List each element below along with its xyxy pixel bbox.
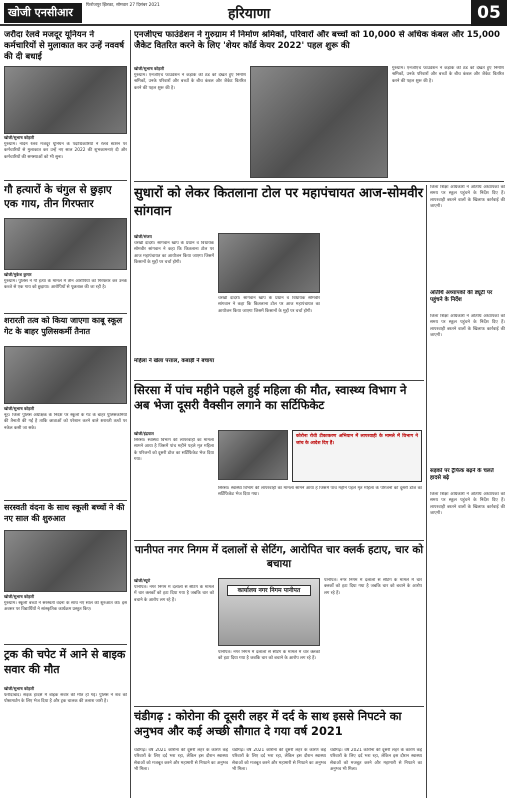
divider: [134, 380, 424, 381]
sirsa-headline: सिरसा में पांच महीने पहले हुई महिला की मौत, स्वास्थ्य विभाग ने अब भेजा दूसरी वैक्सीन लगाने का सर्टिफिकेट: [134, 383, 407, 412]
story5-body: फरीदाबाद। सड़क हादसे में बाइक सवार की मौत हो गई। पुलिस ने शव को पोस्टमार्टम के लिए भेज दिया है और ट्रक चालक की तलाश जारी है।: [4, 693, 127, 705]
story4-body: गुरुग्राम। स्कूली बच्चों ने सरस्वती वंदना के साथ नए साल की शुरुआत की। इस अवसर पर विद्यार्थियों ने सांस्कृतिक कार्यक्रम प्रस्तुत किए।: [4, 601, 127, 613]
story3-headline: शरारती तत्व को किया जाएगा काबू स्कूल गेट के बाहर पुलिसकर्मी तैनात: [4, 316, 123, 336]
sirsa-headline-box: [134, 383, 424, 427]
sidebar-body: जिला शिक्षा अधिकारी ने अतिथि अध्यापकों को समय पर स्कूल पहुंचने के निर्देश दिए हैं। लापरवाही बरतने वालों के खिलाफ कार्रवाई की जाएगी।: [430, 185, 505, 209]
section-label: हरियाणा: [228, 6, 271, 22]
chandigarh-body: चंडीगढ़। वर्ष 2021 कोरोना की दूसरी लहर के कारण कई परिवारों के लिए दर्द भरा रहा, लेकिन इस दौरान स्वास्थ्य सेवाओं को मजबूत करने और महामारी से निपटने का अनुभव भी मिला।: [134, 748, 228, 772]
story1-byline: खोजी/सुभाष कोहली: [4, 135, 35, 140]
panipat-headline: पानीपत नगर निगम में दलालों से सेटिंग, आरोपित चार क्लर्क हटाए, चार को बचाया: [134, 544, 424, 570]
woman-headline-box: [218, 330, 320, 342]
divider: [134, 540, 424, 541]
mahapanchayat-headline-box: [134, 185, 424, 231]
banner-body-cont: गुरुग्राम। एनजीएच फाउंडेशन ने कड़ाके की ठंड को देखते हुए निर्माण श्रमिकों, उनके परिवारों और बच्चों के बीच कंबल और जैकेट वितरित करने की पहल शुरू की है।: [392, 66, 504, 84]
divider: [4, 644, 127, 645]
banner-headline-box: [134, 30, 504, 64]
panipat-byline: खोजी/ब्यूरो: [134, 578, 151, 583]
story4-headline: सरस्वती वंदना के साथ स्कूली बच्चों ने की नए साल की शुरुआत: [4, 503, 125, 523]
column-rule: [426, 185, 427, 798]
chandigarh-headline: चंडीगढ़ : कोरोना की दूसरी लहर में दर्द के साथ इससे निपटने का अनुभव और कई अच्छी सौगात दे गया वर्ष 2021: [134, 709, 402, 738]
story2-headline-box: [4, 183, 127, 215]
chandigarh-headline-box: [134, 709, 424, 745]
divider: [4, 313, 127, 314]
story2-body: गुरुग्राम। पुलिस ने गौ हत्या के मामले में तीन आरोपियों को गिरफ्तार कर उनके कब्जे से एक गाय को छुड़ाया। आरोपियों से पूछताछ की जा रही है।: [4, 279, 127, 291]
panipat-body-cont: पानीपत। नगर निगम में दलालों से सेटिंग के मामले में चार क्लर्कों को हटा दिया गया है जबकि चार को बचाने के आरोप लग रहे हैं।: [218, 650, 320, 662]
sirsa-quote: कोरोना रोधी टीकाकरण अभियान में लापरवाही के मामले में विभाग ने जांच के आदेश दिए हैं।: [296, 434, 418, 446]
sidebar-headline2-box: [430, 468, 505, 490]
story3-body: नूंह। जिला पुलिस अधीक्षक के निर्देश पर स्कूलों के गेट के बाहर पुलिसकर्मियों की तैनाती की गई है ताकि छात्राओं को परेशान करने वाले शरारती तत्वों पर नकेल कसी जा सके।: [4, 413, 127, 431]
divider: [4, 180, 127, 181]
story4-photo: [4, 530, 127, 592]
panipat-body: पानीपत। नगर निगम में दलालों से सेटिंग के मामले में चार क्लर्कों को हटा दिया गया है जबकि चार को बचाने के आरोप लग रहे हैं।: [134, 585, 214, 603]
story4-headline-box: [4, 503, 127, 529]
mahapanchayat-photo: [218, 233, 320, 293]
woman-school-box: [134, 358, 218, 378]
sidebar-headline-2: सड़कों पर ट्रैफिक बढ़ने के चलते हादसे बढ़े: [430, 468, 494, 481]
story1-headline-box: [4, 30, 127, 64]
chandigarh-body-cont: चंडीगढ़। वर्ष 2021 कोरोना की दूसरी लहर के कारण कई परिवारों के लिए दर्द भरा रहा, लेकिन इस दौरान स्वास्थ्य सेवाओं को मजबूत करने और महामारी से निपटने का अनुभव भी मिला।: [232, 748, 326, 772]
sirsa-body: सिरसा। स्वास्थ्य विभाग की लापरवाही का मामला सामने आया है जिसमें पांच महीने पहले मृत महिला के परिजनों को दूसरी डोज का सर्टिफिकेट भेज दिया गया।: [134, 438, 214, 462]
story5-byline: खोजी/सुभाष कोहली: [4, 686, 35, 691]
story5-headline-box: [4, 647, 127, 683]
sirsa-body-cont: सिरसा। स्वास्थ्य विभाग की लापरवाही का मामला सामने आया है जिसमें पांच महीने पहले मृत महिला के परिजनों को दूसरी डोज का सर्टिफिकेट भेज दिया गया।: [218, 486, 422, 498]
story3-headline-box: [4, 316, 127, 344]
divider: [4, 500, 127, 501]
banner-body: गुरुग्राम। एनजीएच फाउंडेशन ने कड़ाके की ठंड को देखते हुए निर्माण श्रमिकों, उनके परिवारों और बच्चों के बीच कंबल और जैकेट वितरित करने की पहल शुरू की है।: [134, 73, 246, 91]
sidebar-body-3: जिला शिक्षा अधिकारी ने अतिथि अध्यापकों को समय पर स्कूल पहुंचने के निर्देश दिए हैं। लापरवाही बरतने वालों के खिलाफ कार्रवाई की जाएगी।: [430, 492, 505, 516]
chandigarh-body-cont-2: चंडीगढ़। वर्ष 2021 कोरोना की दूसरी लहर के कारण कई परिवारों के लिए दर्द भरा रहा, लेकिन इस दौरान स्वास्थ्य सेवाओं को मजबूत करने और महामारी से निपटने का अनुभव भी मिला।: [330, 748, 422, 772]
mahapanchayat-body-cont: चरखी दादरी। सांगवान खाप के प्रधान व विधायक सोमवीर सांगवान ने कहा कि कितलाना टोल पर आज महापंचायत का आयोजन किया जाएगा जिसमें किसानों के मुद्दों पर चर्चा होगी।: [218, 296, 320, 314]
municipal-sign: कार्यालय नगर निगम पानीपत: [227, 585, 311, 596]
story1-headline: जरौदा रेलवे मजदूर यूनियन ने कर्मचारियों से मुलाकात कर उन्हें नववर्ष की दी बधाई: [4, 30, 124, 62]
newspaper-logo: खोजी एनसीआर: [4, 3, 82, 23]
divider: [134, 706, 424, 707]
mahapanchayat-byline: खोजी/संजय: [134, 234, 152, 239]
sidebar-body-2: जिला शिक्षा अधिकारी ने अतिथि अध्यापकों को समय पर स्कूल पहुंचने के निर्देश दिए हैं। लापरवाही बरतने वालों के खिलाफ कार्रवाई की जाएगी।: [430, 314, 505, 338]
dateline: फिरोजपुर झिरका, सोमवार 27 दिसंबर 2021: [86, 3, 160, 8]
sidebar-headline-box: [430, 290, 505, 312]
sirsa-certificate: [292, 430, 422, 482]
story3-byline: खोजी/सुभाष कोहली: [4, 406, 35, 411]
story4-byline: खोजी/सुभाष कोहली: [4, 594, 35, 599]
panipat-body-cont-2: पानीपत। नगर निगम में दलालों से सेटिंग के मामले में चार क्लर्कों को हटा दिया गया है जबकि चार को बचाने के आरोप लग रहे हैं।: [324, 578, 422, 596]
story1-photo: [4, 66, 127, 134]
sirsa-byline: खोजी/इंद्रपाल: [134, 431, 154, 436]
story3-photo: [4, 346, 127, 404]
sirsa-photo: [218, 430, 288, 480]
story2-photo: [4, 218, 127, 270]
banner-byline: खोजी/सुभाष कोहली: [134, 66, 165, 71]
banner-headline: एनजीएच फाउंडेशन ने गुरुग्राम में निर्माण श्रमिकों, परिवारों और बच्चों को 10,000 से अधिक कंबल और 15,000 जैकेट वितरित करने के लिए 'शेयर कॉर्ड केयर 2022' पहल शुरू की: [134, 30, 500, 51]
story5-headline: ट्रक की चपेट में आने से बाइक सवार की मौत: [4, 648, 126, 676]
mahapanchayat-body: चरखी दादरी। सांगवान खाप के प्रधान व विधायक सोमवीर सांगवान ने कहा कि कितलाना टोल पर आज महापंचायत का आयोजन किया जाएगा जिसमें किसानों के मुद्दों पर चर्चा होगी।: [134, 241, 214, 265]
masthead: [0, 0, 507, 26]
banner-photo: [250, 66, 388, 178]
story2-headline: गौ हत्यारों के चंगुल से छुड़ाए एक गाय, तीन गिरफ्तार: [4, 184, 112, 210]
woman-school-headline: महिला ने खेला पत्ताल, कबाड़ी ने बचाया: [134, 358, 215, 364]
panipat-headline-box: [134, 543, 424, 575]
story2-byline: खोजी/मुकेश कुमार: [4, 272, 32, 277]
column-rule: [130, 30, 131, 798]
mahapanchayat-headline: सुधारों को लेकर कितलाना टोल पर महापंचायत आज-सोमवीर सांगवान: [134, 186, 424, 219]
panipat-photo: [218, 578, 320, 646]
story1-body: गुरुग्राम। नॉर्दर्न रेलवे मजदूर यूनियन के पदाधिकारियों ने रेलवे स्टेशन पर कर्मचारियों से मुलाकात कर उन्हें नए साल 2022 की शुभकामनाएं दी और कर्मचारियों की समस्याओं को भी सुना।: [4, 142, 127, 160]
divider: [134, 181, 504, 182]
page-number: 05: [471, 0, 507, 26]
sidebar-headline: अतिथि अध्यापकों की ड्यूटी पर पहुंचने के निर्देश: [430, 290, 493, 303]
